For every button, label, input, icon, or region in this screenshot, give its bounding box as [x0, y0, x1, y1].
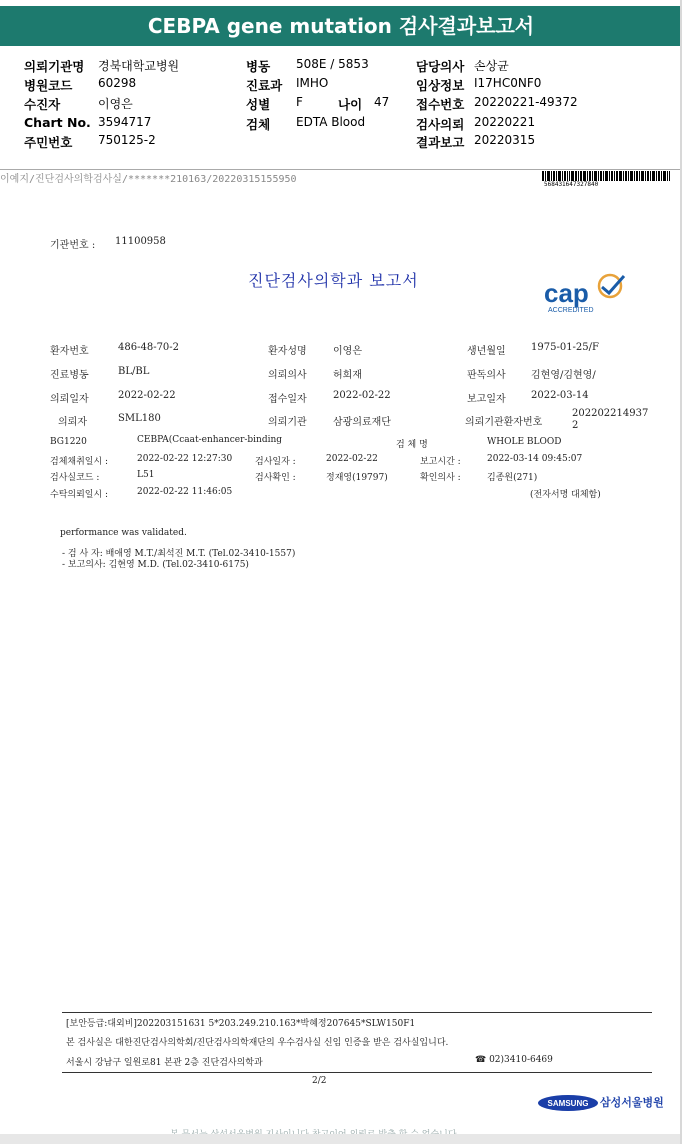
confirm-doctor-label: 확인의사 :: [420, 473, 461, 483]
cap-accredited-logo: [540, 272, 630, 314]
test-name: CEBPA(Ccaat-enhancer-binding: [137, 435, 283, 445]
result-date-value: 20220315: [474, 133, 536, 147]
samsung-wordmark: SAMSUNG: [547, 1099, 589, 1108]
page-number: 2/2: [312, 1076, 327, 1086]
clinical-info-value: I17HC0NF0: [474, 76, 542, 90]
hospital-wordmark: 삼성서울병원: [600, 1096, 664, 1109]
security-line: [보안등급:대외비]202203151631 5*203.249.210.163*박혜정207645*SLW150F1: [66, 1019, 416, 1029]
reading-doctor-label: 판독의사: [467, 370, 506, 381]
test-code: BG1220: [50, 437, 87, 447]
request-date-label-2: 의뢰일자: [50, 394, 89, 405]
doctor-value: 손상균: [474, 59, 509, 73]
resident-no-value: 750125-2: [98, 133, 156, 147]
report-title: 진단검사의학과 보고서: [248, 271, 419, 290]
patient-no-value: 486-48-70-2: [118, 342, 180, 353]
confirm-doctor-value: 김종원(271): [487, 473, 538, 483]
report-date-label: 보고일자: [467, 394, 506, 405]
requester-label: 의뢰자: [58, 417, 87, 428]
receipt-no-value: 20220221-49372: [474, 95, 578, 109]
certification-line: 본 검사실은 대한진단검사의학회/진단검사의학재단의 우수검사실 신임 인증을 받은 검사실입니다.: [66, 1038, 449, 1048]
bottom-bar: [0, 1134, 682, 1144]
reporter-text: - 보고의사: 김현영 M.D. (Tel.02-3410-6175): [62, 560, 249, 570]
title-bar: [0, 0, 682, 50]
institution-patient-no-label: 의뢰기관환자번호: [465, 417, 543, 428]
clinical-info-label: 임상정보: [416, 78, 465, 93]
reading-doctor-value: 김현영/김현영/: [531, 370, 596, 381]
specimen-name-label: 검 체 명: [396, 440, 428, 450]
institution-patient-no-value: 202202214937: [572, 408, 649, 419]
report-time-label: 보고시간 :: [420, 457, 461, 467]
address-line: 서울시 강남구 일원로81 본관 2층 진단검사의학과: [66, 1058, 263, 1068]
report-title-banner: CEBPA gene mutation 검사결과보고서: [0, 6, 682, 46]
sex-value: F: [296, 95, 303, 109]
examiners-text: - 검 사 자: 배애영 M.T./최석진 M.T. (Tel.02-3410-1557): [62, 549, 296, 559]
result-date-label: 결과보고: [416, 135, 465, 150]
ward-label: 병동: [246, 59, 271, 74]
collect-time-label: 검체채취일시 :: [50, 457, 109, 467]
institution-no-label: 기관번호 :: [50, 240, 96, 251]
samsung-hospital-logo: [536, 1090, 664, 1114]
cap-text: cap: [544, 278, 589, 308]
institution-no-value: 11100958: [115, 236, 166, 247]
hospital-code-value: 60298: [98, 76, 137, 90]
requesting-institution-label: 의뢰기관: [268, 417, 307, 428]
request-date-value-2: 2022-02-22: [118, 390, 176, 401]
age-value: 47: [374, 95, 390, 109]
signature-note: (전자서명 대체함): [530, 490, 601, 500]
ward-value: 508E / 5853: [296, 57, 369, 71]
chart-no-label: Chart No.: [24, 115, 91, 130]
department-label: 진료과: [246, 78, 283, 93]
patient-name-label: 환자성명: [268, 346, 307, 357]
resident-no-label: 주민번호: [24, 135, 73, 150]
lab-code-value: L51: [137, 470, 155, 480]
report-date-value: 2022-03-14: [531, 390, 589, 401]
specimen-name-value: WHOLE BLOOD: [487, 437, 562, 447]
ward-label-2: 진료병동: [50, 370, 89, 381]
request-date-value: 20220221: [474, 115, 536, 129]
department-value: IMHO: [296, 76, 329, 90]
specimen-value: EDTA Blood: [296, 115, 366, 129]
cap-accredited-text: ACCREDITED: [548, 307, 594, 314]
chart-no-value: 3594717: [98, 115, 152, 129]
phone-line: ☎ 02)3410-6469: [475, 1055, 553, 1065]
barcode-image: [542, 171, 670, 181]
report-time-value: 2022-03-14 09:45:07: [487, 454, 583, 464]
ward-value-2: BL/BL: [118, 366, 150, 377]
requesting-doctor-value: 허희재: [333, 370, 362, 381]
patient-name-value: 이영은: [333, 346, 362, 357]
receive-time-value: 2022-02-22 11:46:05: [137, 487, 233, 497]
exam-date-label: 검사일자 :: [255, 457, 296, 467]
exam-date-value: 2022-02-22: [326, 454, 378, 464]
access-trail: 이예지/진단검사의학검사실/*******210163/20220315155950: [0, 174, 297, 185]
hospital-label: 의뢰기관명: [24, 59, 85, 74]
hospital-value: 경북대학교병원: [98, 59, 180, 73]
lab-code-label: 검사실코드 :: [50, 473, 100, 483]
patient-label: 수진자: [24, 97, 61, 112]
institution-patient-no-suffix: 2: [572, 420, 579, 431]
hospital-code-label: 병원코드: [24, 78, 73, 93]
footer-divider-top: [62, 1012, 652, 1013]
requesting-doctor-label: 의뢰의사: [268, 370, 307, 381]
patient-value: 이영은: [98, 97, 133, 111]
footer-divider-bottom: [62, 1072, 652, 1073]
birthdate-value: 1975-01-25/F: [531, 342, 599, 353]
confirm-label: 검사확인 :: [255, 473, 296, 483]
sex-label: 성별: [246, 97, 271, 112]
validated-text: performance was validated.: [60, 528, 187, 538]
receipt-date-label: 접수일자: [268, 394, 307, 405]
receive-time-label: 수탁의뢰일시 :: [50, 490, 109, 500]
requester-value: SML180: [118, 413, 161, 424]
age-label: 나이: [338, 97, 363, 112]
request-date-label: 검사의뢰: [416, 117, 465, 132]
receipt-no-label: 접수번호: [416, 97, 465, 112]
birthdate-label: 생년월일: [467, 346, 506, 357]
collect-time-value: 2022-02-22 12:27:30: [137, 454, 233, 464]
specimen-label: 검체: [246, 117, 271, 132]
doctor-label: 담당의사: [416, 59, 465, 74]
confirm-value: 정재영(19797): [326, 473, 388, 483]
patient-no-label: 환자번호: [50, 346, 89, 357]
requesting-institution-value: 삼광의료재단: [333, 417, 391, 428]
barcode-number: 568431647327840: [544, 181, 599, 188]
receipt-date-value: 2022-02-22: [333, 390, 391, 401]
